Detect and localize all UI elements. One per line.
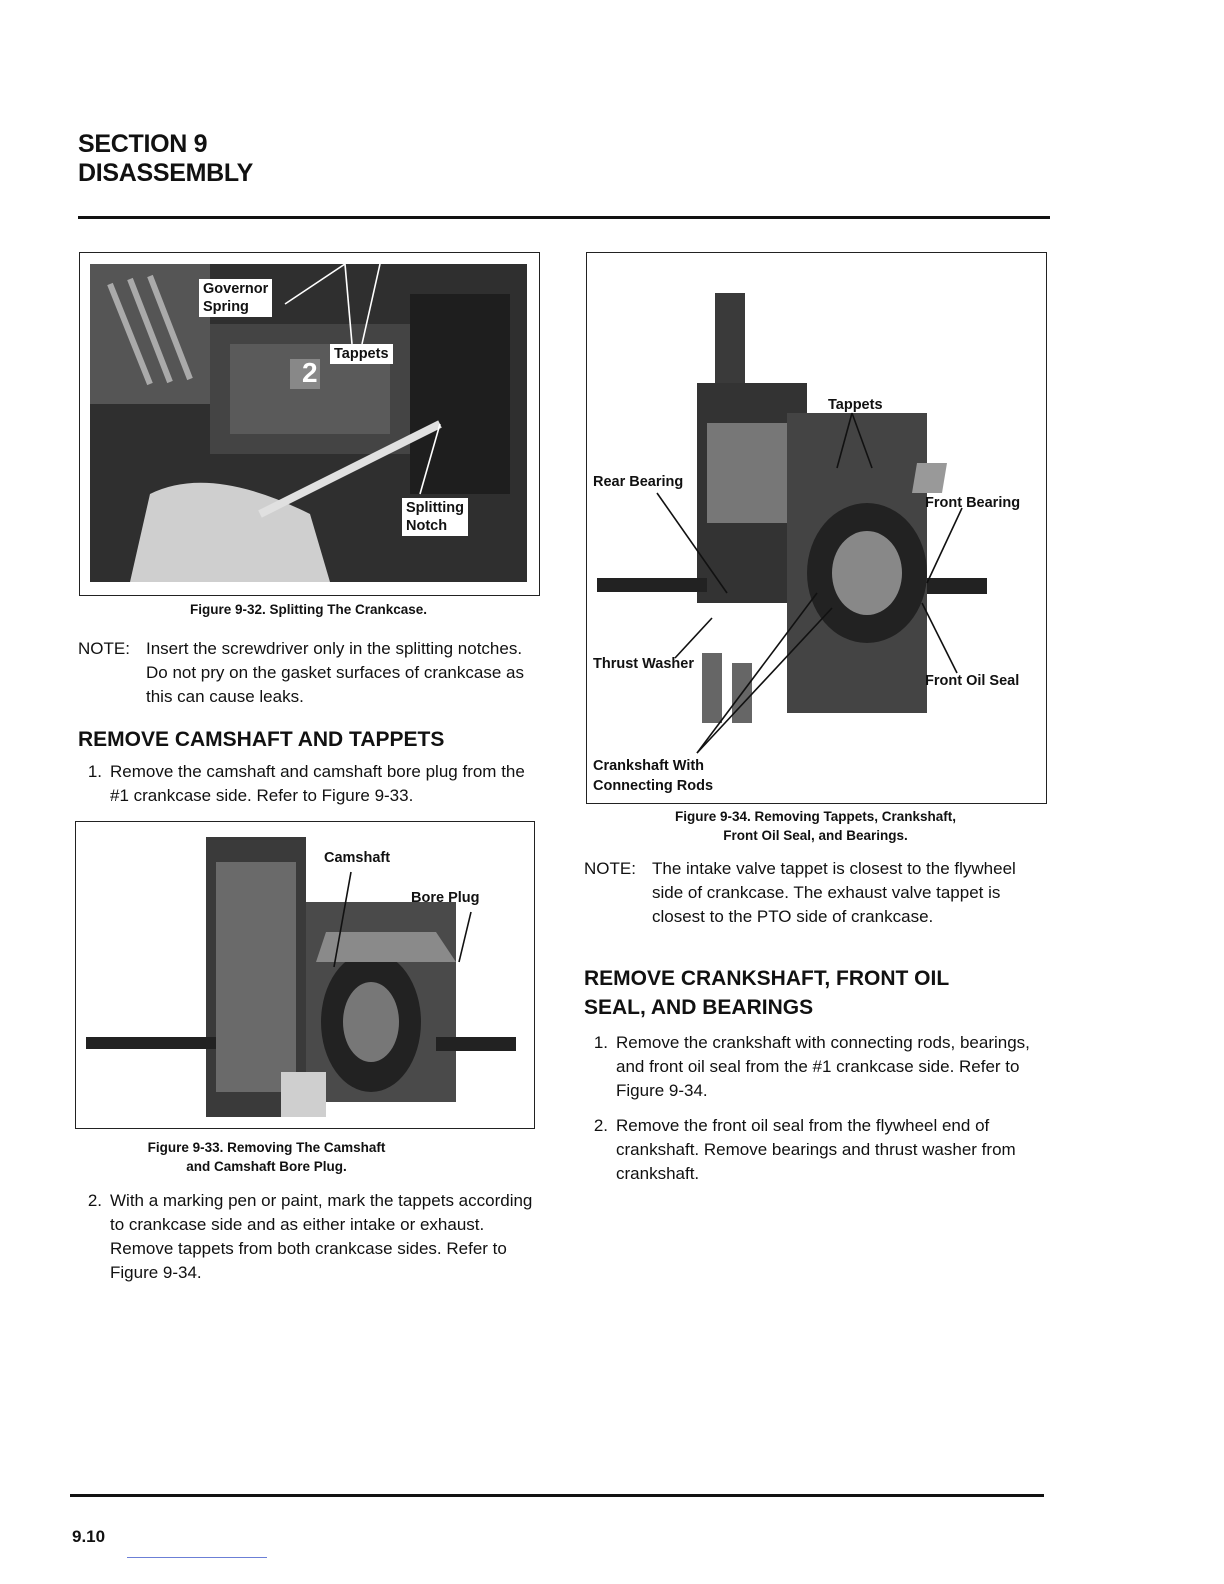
figure-9-33-frame: [75, 821, 535, 1129]
crankshaft-removal-illustration: [587, 253, 1046, 803]
label-crankshaft-with-connecting-rods: Crankshaft With Connecting Rods: [593, 758, 714, 794]
label-front-oil-seal: Front Oil Seal: [925, 673, 1020, 689]
figure-9-33-caption: Figure 9-33. Removing The Camshaft and Camshaft Bore Plug.: [147, 1140, 386, 1174]
note-1: [78, 637, 540, 709]
label-camshaft: Camshaft: [324, 850, 391, 866]
section-number: SECTION 9: [78, 130, 208, 158]
heading-line-2: SEAL, AND BEARINGS: [584, 996, 814, 1019]
step-number: 1.: [593, 1033, 608, 1052]
label-governor-spring: Governor Spring: [199, 279, 272, 317]
note-2-text: The intake valve tappet is closest to the flywheel side of crankcase. The exhaust valve tappet is closest to the PTO side of crankcase.: [652, 859, 1016, 926]
footer-rule: [70, 1494, 1044, 1497]
figure-9-32-caption: Figure 9-32. Splitting The Crankcase.: [189, 602, 428, 617]
label-front-bearing: Front Bearing: [925, 495, 1021, 511]
label-bore-plug: Bore Plug: [411, 890, 480, 906]
svg-text:2: 2: [302, 357, 318, 388]
crankshaft-step-2: [584, 1114, 1039, 1186]
label-rear-bearing: Rear Bearing: [593, 474, 684, 490]
section-heading: [78, 130, 253, 188]
step-text: Remove the crankshaft with connecting rods, bearings, and front oil seal from the #1 crankcase side. Refer to Figure 9-34.: [616, 1033, 1030, 1100]
label-splitting-notch: Splitting Notch: [402, 498, 468, 536]
step-text: With a marking pen or paint, mark the tappets according to crankcase side and as either intake or exhaust. Remove tappets from both crankcase sides. Refer to Figure 9-34.: [110, 1191, 533, 1282]
page-number: 9.10: [72, 1527, 106, 1546]
note-1-label: NOTE:: [78, 639, 130, 658]
figure-9-34-frame: [586, 252, 1047, 804]
camshaft-removal-illustration: [76, 822, 534, 1128]
camshaft-step-1: [78, 760, 540, 808]
note-2-label: NOTE:: [584, 859, 636, 878]
step-number: 2.: [87, 1191, 102, 1210]
label-tappets: Tappets: [330, 344, 393, 364]
note-1-text: Insert the screwdriver only in the splitting notches. Do not pry on the gasket surfaces of crankcase as this can cause leaks.: [146, 639, 524, 706]
section-title: DISASSEMBLY: [78, 159, 253, 187]
label-tappets: Tappets: [828, 397, 883, 413]
camshaft-step-2: [78, 1189, 540, 1285]
label-thrust-washer: Thrust Washer: [593, 656, 694, 672]
step-text: Remove the camshaft and camshaft bore plug from the #1 crankcase side. Refer to Figure 9-33.: [110, 762, 525, 805]
crankshaft-step-1: [584, 1031, 1039, 1103]
heading-line-1: REMOVE CRANKSHAFT, FRONT OIL: [584, 967, 950, 990]
figure-9-34-caption: Figure 9-34. Removing Tappets, Crankshaft, Front Oil Seal, and Bearings.: [674, 809, 957, 843]
step-number: 1.: [87, 762, 102, 781]
step-text: Remove the front oil seal from the flywheel end of crankshaft. Remove bearings and thrust washer from crankshaft.: [616, 1116, 1016, 1183]
figure-9-32-frame: [79, 252, 540, 596]
heading-remove-camshaft: REMOVE CAMSHAFT AND TAPPETS: [78, 728, 445, 751]
heading-remove-crankshaft: [584, 964, 949, 1022]
figure-9-32-photo: [90, 264, 527, 582]
footer-link-underline: [127, 1557, 267, 1558]
header-rule: [78, 216, 1050, 219]
note-2: [584, 857, 1039, 929]
step-number: 2.: [593, 1116, 608, 1135]
